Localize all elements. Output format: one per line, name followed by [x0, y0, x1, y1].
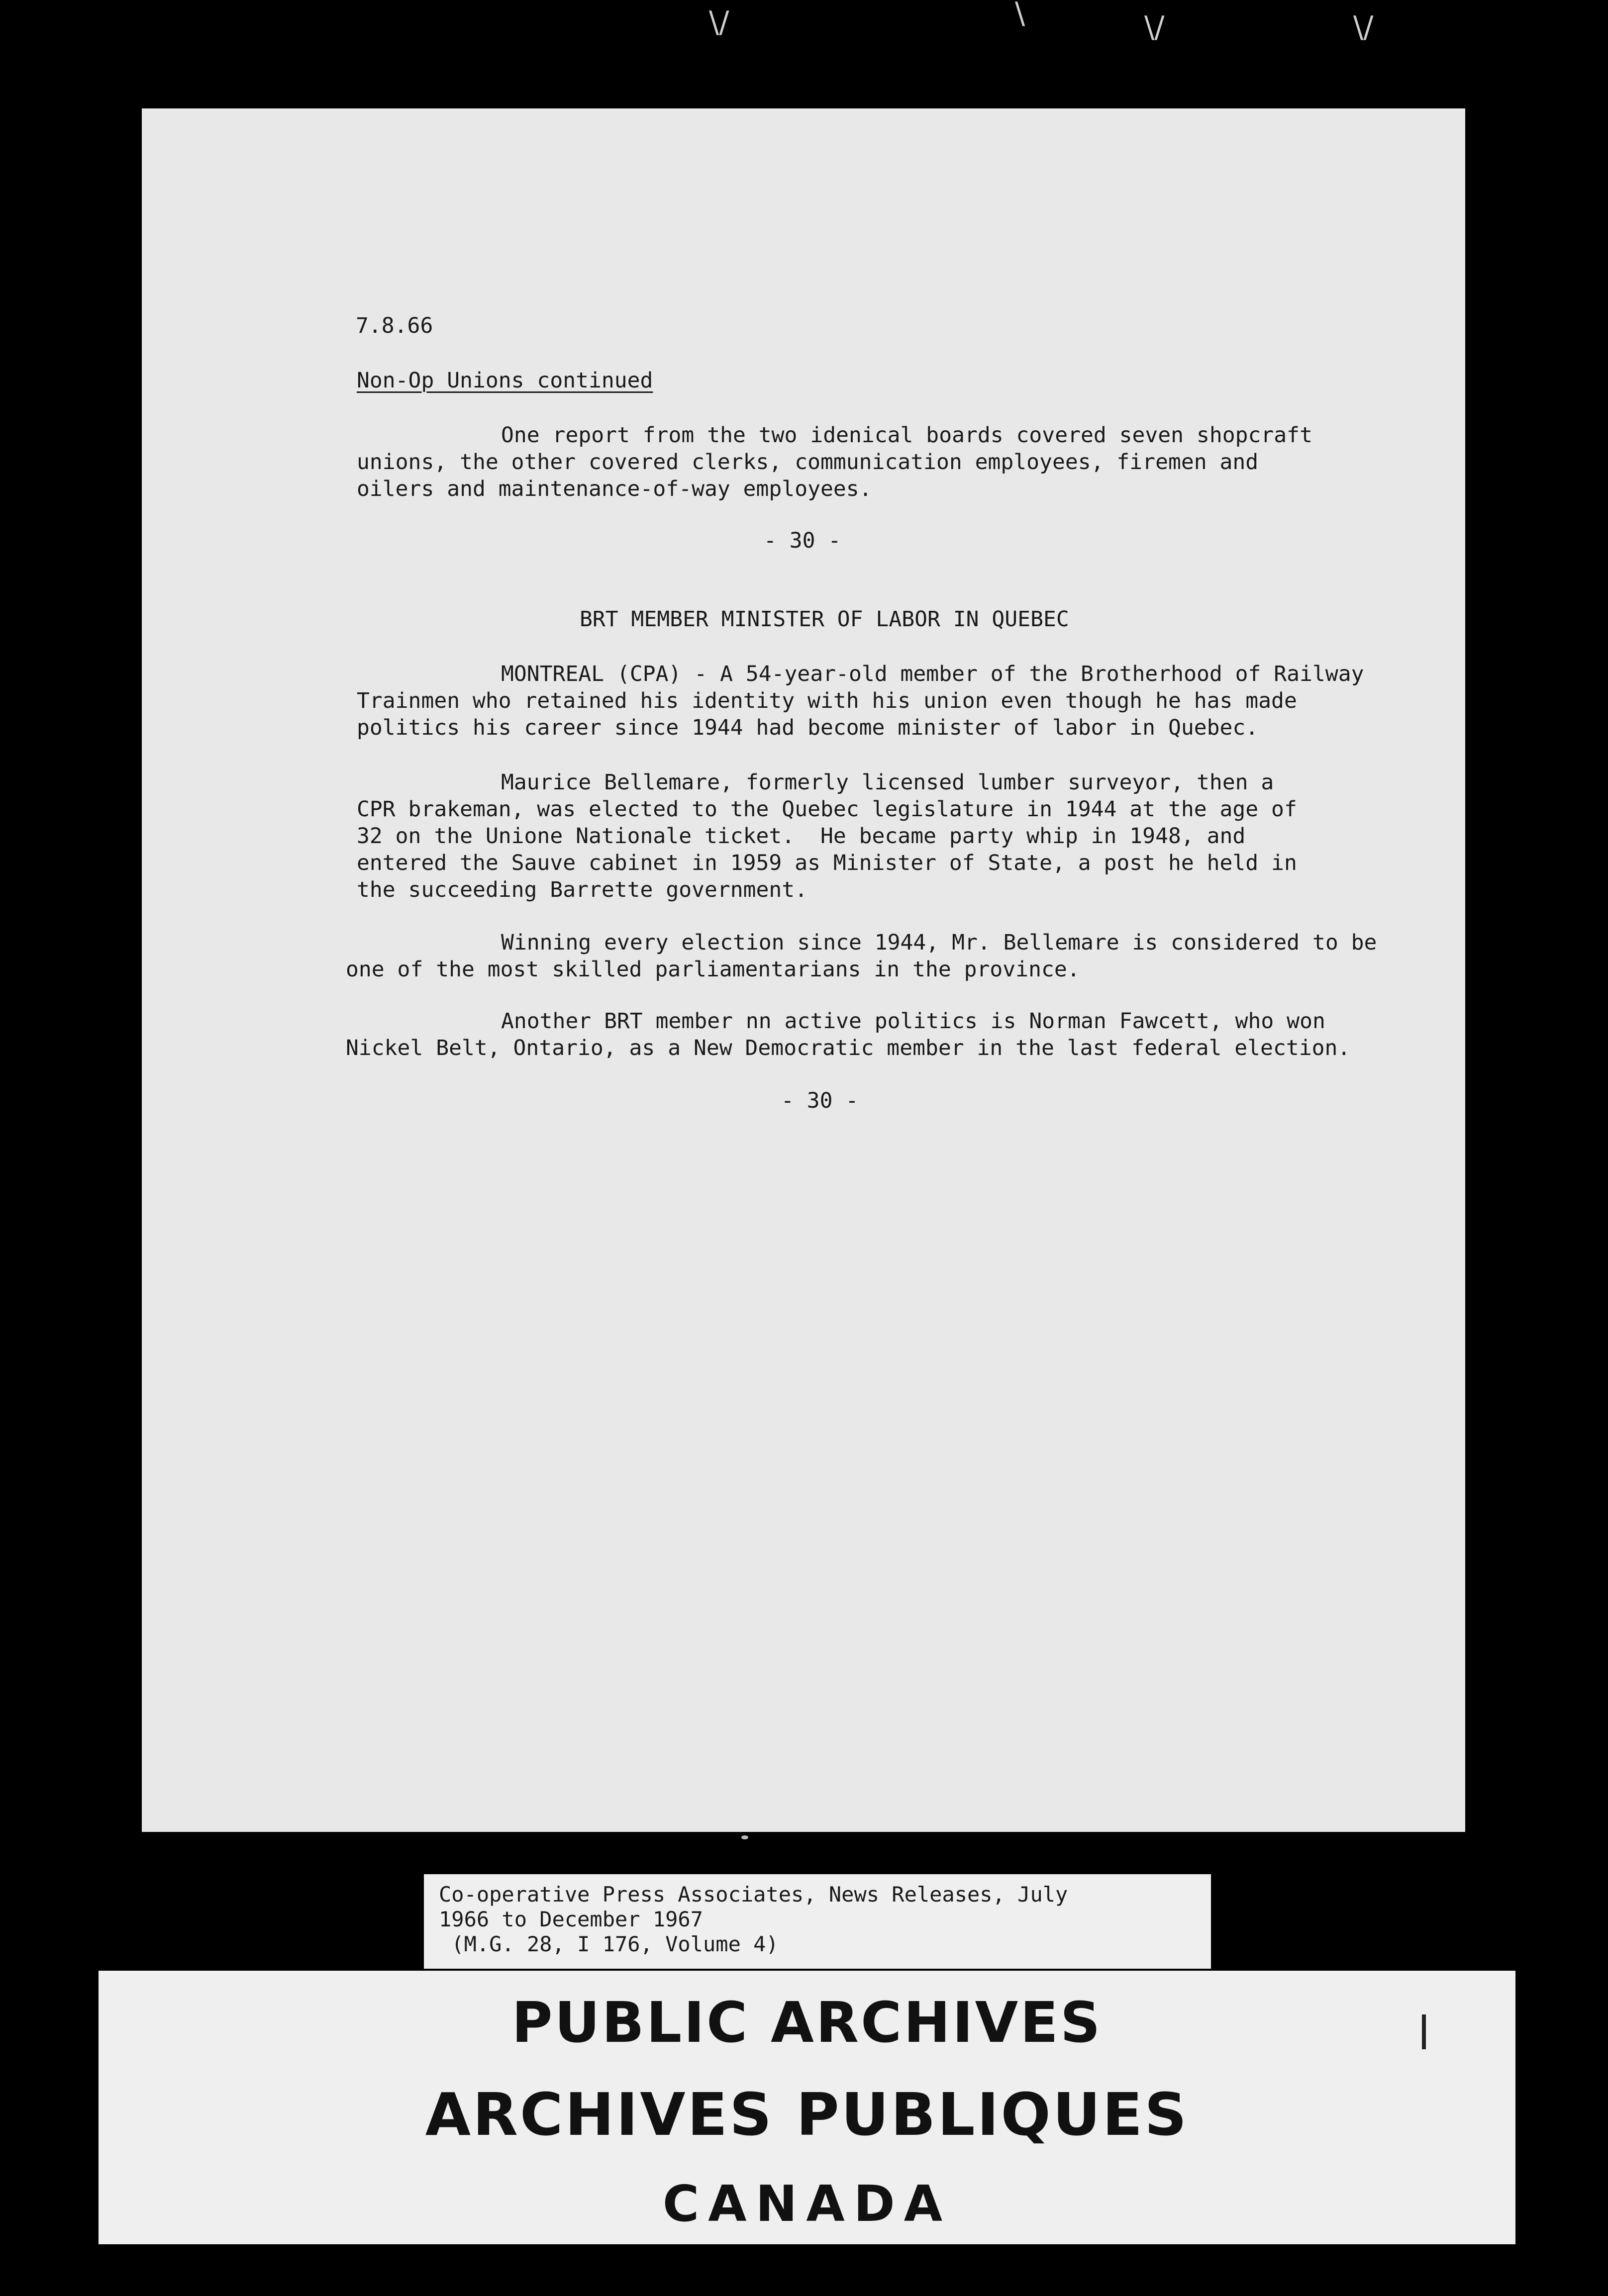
section-heading: Non-Op Unions continued — [357, 368, 653, 393]
paragraph-line: Trainmen who retained his identity with his union even though he has made — [357, 688, 1297, 713]
speck — [741, 1835, 748, 1839]
banner-scratch-mark — [1422, 2014, 1426, 2049]
end-marker: - 30 - — [764, 528, 841, 553]
document-date: 7.8.66 — [356, 313, 433, 338]
archive-label-card — [424, 1874, 1211, 1969]
paragraph-line: Another BRT member nn active politics is Norman Fawcett, who won — [501, 1009, 1325, 1034]
paragraph-line: politics his career since 1944 had become minister of labor in Quebec. — [357, 715, 1259, 740]
paragraph-line: oilers and maintenance-of-way employees. — [357, 477, 872, 501]
paragraph-line: one of the most skilled parliamentarians in the province. — [346, 957, 1080, 982]
paragraph-line: Winning every election since 1944, Mr. Bellemare is considered to be — [501, 930, 1377, 955]
archive-label-line: 1966 to December 1967 — [439, 1907, 704, 1931]
archives-banner — [99, 1971, 1515, 2244]
paragraph-line: Maurice Bellemare, formerly licensed lumber surveyor, then a — [501, 770, 1274, 795]
banner-country: CANADA — [662, 2175, 952, 2233]
paragraph-line: MONTREAL (CPA) - A 54-year-old member of the Brotherhood of Railway — [501, 662, 1364, 686]
end-marker: - 30 - — [781, 1088, 859, 1113]
banner-title-french: ARCHIVES PUBLIQUES — [425, 2080, 1189, 2149]
edge-mark: \/ — [1353, 10, 1374, 45]
edge-mark: \ — [1015, 0, 1025, 31]
edge-mark: \/ — [709, 5, 729, 40]
paragraph-line: CPR brakeman, was elected to the Quebec legislature in 1944 at the age of — [357, 797, 1297, 822]
paragraph-line: One report from the two idenical boards covered seven shopcraft — [501, 423, 1312, 448]
article-title: BRT MEMBER MINISTER OF LABOR IN QUEBEC — [580, 607, 1069, 632]
archive-label-line: (M.G. 28, I 176, Volume 4) — [439, 1932, 779, 1956]
paragraph-line: the succeeding Barrette government. — [357, 877, 808, 902]
paragraph-line: unions, the other covered clerks, communication employees, firemen and — [357, 450, 1259, 475]
paragraph-line: 32 on the Unione Nationale ticket. He became party whip in 1948, and — [357, 824, 1246, 849]
paragraph-line: Nickel Belt, Ontario, as a New Democratic member in the last federal election. — [346, 1036, 1351, 1060]
document-page — [142, 108, 1465, 1832]
banner-title-english: PUBLIC ARCHIVES — [511, 1991, 1103, 2055]
paragraph-line: entered the Sauve cabinet in 1959 as Minister of State, a post he held in — [357, 851, 1297, 875]
archive-label-line: Co-operative Press Associates, News Releases, July — [439, 1882, 1068, 1907]
edge-mark: \/ — [1144, 10, 1165, 45]
